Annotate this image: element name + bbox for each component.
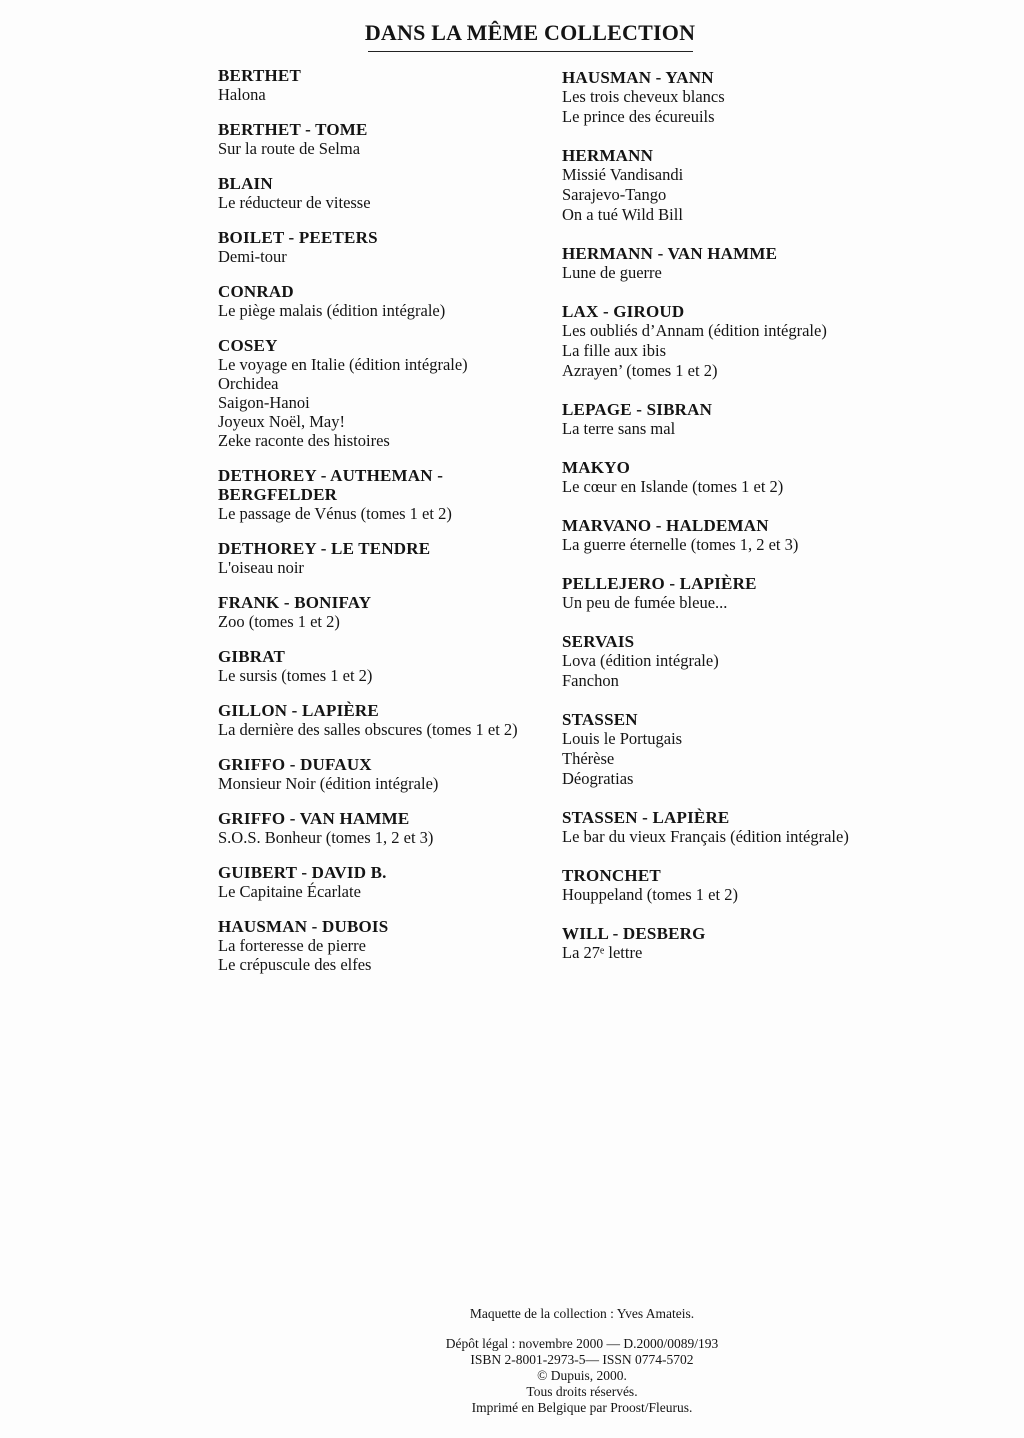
album-title: Joyeux Noël, May! <box>218 412 345 431</box>
catalogue-entry <box>218 539 553 577</box>
author-name: DETHOREY - LE TENDRE <box>218 539 431 558</box>
author-name: HAUSMAN - DUBOIS <box>218 917 389 936</box>
album-title: Les oubliés d’Annam (édition intégrale) <box>562 321 827 340</box>
author-name: MARVANO - HALDEMAN <box>562 516 769 535</box>
author-name: TRONCHET <box>562 866 661 885</box>
album-title: La dernière des salles obscures (tomes 1 et 2) <box>218 720 518 739</box>
album-titles <box>218 247 553 266</box>
album-title: Saigon-Hanoi <box>218 393 310 412</box>
author-name: SERVAIS <box>562 632 635 651</box>
footer-legal-line: Tous droits réservés. <box>526 1384 638 1399</box>
album-titles <box>562 535 902 555</box>
author-name: STASSEN - LAPIÈRE <box>562 808 730 827</box>
album-title: S.O.S. Bonheur (tomes 1, 2 et 3) <box>218 828 434 847</box>
album-title: Halona <box>218 85 266 104</box>
album-title: Lova (édition intégrale) <box>562 651 719 670</box>
author-name: LEPAGE - SIBRAN <box>562 400 713 419</box>
album-titles <box>218 139 553 158</box>
album-title: Houppeland (tomes 1 et 2) <box>562 885 738 904</box>
catalogue-entry <box>562 574 902 613</box>
catalogue-entry <box>218 336 553 450</box>
catalogue-entry <box>562 244 902 283</box>
album-title: Louis le Portugais <box>562 729 683 748</box>
album-title: La terre sans mal <box>562 419 676 438</box>
album-title: Zoo (tomes 1 et 2) <box>218 612 340 631</box>
album-title: Zeke raconte des histoires <box>218 431 390 450</box>
author-name: COSEY <box>218 336 278 355</box>
album-title: Le voyage en Italie (édition intégrale) <box>218 355 468 374</box>
catalogue-entry <box>562 924 902 963</box>
author-name: HERMANN <box>562 146 654 165</box>
album-titles <box>562 263 902 283</box>
title-underline <box>368 51 693 52</box>
album-titles <box>562 165 902 225</box>
left-column <box>218 66 553 990</box>
author-name: CONRAD <box>218 282 294 301</box>
album-title: On a tué Wild Bill <box>562 205 683 224</box>
author-name: HERMANN - VAN HAMME <box>562 244 778 263</box>
album-titles <box>218 558 553 577</box>
colophon <box>380 1306 784 1416</box>
catalogue-entry <box>562 400 902 439</box>
album-titles <box>218 774 553 793</box>
album-titles <box>218 504 553 523</box>
album-title: La 27ᵉ lettre <box>562 943 643 962</box>
author-name: BERTHET - TOME <box>218 120 368 139</box>
album-title: Orchidea <box>218 374 279 393</box>
album-title: Fanchon <box>562 671 619 690</box>
author-name: GRIFFO - VAN HAMME <box>218 809 410 828</box>
album-titles <box>218 666 553 685</box>
author-name: MAKYO <box>562 458 631 477</box>
album-title: La fille aux ibis <box>562 341 667 360</box>
album-titles <box>218 301 553 320</box>
footer-legal-line: Imprimé en Belgique par Proost/Fleurus. <box>471 1400 693 1415</box>
album-title: Monsieur Noir (édition intégrale) <box>218 774 439 793</box>
catalogue-entry <box>218 917 553 974</box>
footer-legal-line: ISBN 2-8001-2973-5— ISSN 0774-5702 <box>470 1352 694 1367</box>
album-titles <box>218 85 553 104</box>
author-name: PELLEJERO - LAPIÈRE <box>562 574 757 593</box>
album-title: La guerre éternelle (tomes 1, 2 et 3) <box>562 535 799 554</box>
album-title: L'oiseau noir <box>218 558 304 577</box>
catalogue-entry <box>218 466 553 523</box>
album-titles <box>562 943 902 963</box>
catalogue-entry <box>562 458 902 497</box>
footer-design-credit: Maquette de la collection : Yves Amateis. <box>469 1306 695 1321</box>
catalogue-entry <box>218 228 553 266</box>
album-titles <box>218 828 553 847</box>
catalogue-entry <box>218 647 553 685</box>
album-titles <box>218 193 553 212</box>
album-title: Un peu de fumée bleue... <box>562 593 728 612</box>
catalogue-entry <box>562 516 902 555</box>
catalogue-entry <box>218 809 553 847</box>
author-name: HAUSMAN - YANN <box>562 68 714 87</box>
album-title: Le réducteur de vitesse <box>218 193 371 212</box>
album-title: Le sursis (tomes 1 et 2) <box>218 666 373 685</box>
album-titles <box>562 593 902 613</box>
catalogue-entry <box>562 68 902 127</box>
catalogue-entry <box>562 302 902 381</box>
page-title: DANS LA MÊME COLLECTION <box>364 20 696 45</box>
author-name: GRIFFO - DUFAUX <box>218 755 372 774</box>
album-titles <box>562 729 902 789</box>
catalogue-entry <box>218 593 553 631</box>
album-title: Demi-tour <box>218 247 287 266</box>
album-titles <box>218 936 553 974</box>
catalogue-entry <box>218 66 553 104</box>
catalogue-entry <box>562 866 902 905</box>
album-title: Azrayen’ (tomes 1 et 2) <box>562 361 718 380</box>
album-title: Thérèse <box>562 749 615 768</box>
catalogue-entry <box>218 755 553 793</box>
author-name: BLAIN <box>218 174 273 193</box>
album-titles <box>218 882 553 901</box>
author-name: WILL - DESBERG <box>562 924 706 943</box>
album-titles <box>562 651 902 691</box>
album-titles <box>562 477 902 497</box>
album-titles <box>562 419 902 439</box>
album-title: La forteresse de pierre <box>218 936 366 955</box>
album-titles <box>562 885 902 905</box>
catalogue-entry <box>562 632 902 691</box>
catalogue-entry <box>218 282 553 320</box>
footer-legal-line: Dépôt légal : novembre 2000 — D.2000/0089/193 <box>445 1336 719 1351</box>
author-name: BOILET - PEETERS <box>218 228 378 247</box>
album-title: Missié Vandisandi <box>562 165 684 184</box>
album-title: Les trois cheveux blancs <box>562 87 725 106</box>
album-title: Le prince des écureuils <box>562 107 715 126</box>
album-title: Déogratias <box>562 769 634 788</box>
footer-gap <box>380 1322 784 1336</box>
catalogue-entry <box>218 701 553 739</box>
album-title: Le bar du vieux Français (édition intégrale) <box>562 827 849 846</box>
album-titles <box>562 87 902 127</box>
catalogue-entry <box>562 710 902 789</box>
album-title: Le cœur en Islande (tomes 1 et 2) <box>562 477 784 496</box>
album-titles <box>562 321 902 381</box>
album-title: Le Capitaine Écarlate <box>218 882 361 901</box>
author-name: GILLON - LAPIÈRE <box>218 701 379 720</box>
author-name: LAX - GIROUD <box>562 302 685 321</box>
album-title: Lune de guerre <box>562 263 662 282</box>
album-title: Le piège malais (édition intégrale) <box>218 301 446 320</box>
album-titles <box>218 612 553 631</box>
album-title: Sur la route de Selma <box>218 139 361 158</box>
author-name: STASSEN <box>562 710 638 729</box>
album-titles <box>218 355 553 450</box>
album-title: Le crépuscule des elfes <box>218 955 372 974</box>
footer-legal-line: © Dupuis, 2000. <box>537 1368 627 1383</box>
catalogue-entry <box>562 146 902 225</box>
album-title: Le passage de Vénus (tomes 1 et 2) <box>218 504 452 523</box>
catalogue-entry <box>562 808 902 847</box>
catalogue-entry <box>218 174 553 212</box>
album-title: Sarajevo-Tango <box>562 185 667 204</box>
author-name: GIBRAT <box>218 647 286 666</box>
author-name: GUIBERT - DAVID B. <box>218 863 387 882</box>
album-titles <box>562 827 902 847</box>
catalogue-entry <box>218 120 553 158</box>
right-column <box>562 68 902 982</box>
author-name: FRANK - BONIFAY <box>218 593 372 612</box>
author-name: BERTHET <box>218 66 301 85</box>
author-name: DETHOREY - AUTHEMAN - BERGFELDER <box>218 466 444 504</box>
catalogue-entry <box>218 863 553 901</box>
album-titles <box>218 720 553 739</box>
